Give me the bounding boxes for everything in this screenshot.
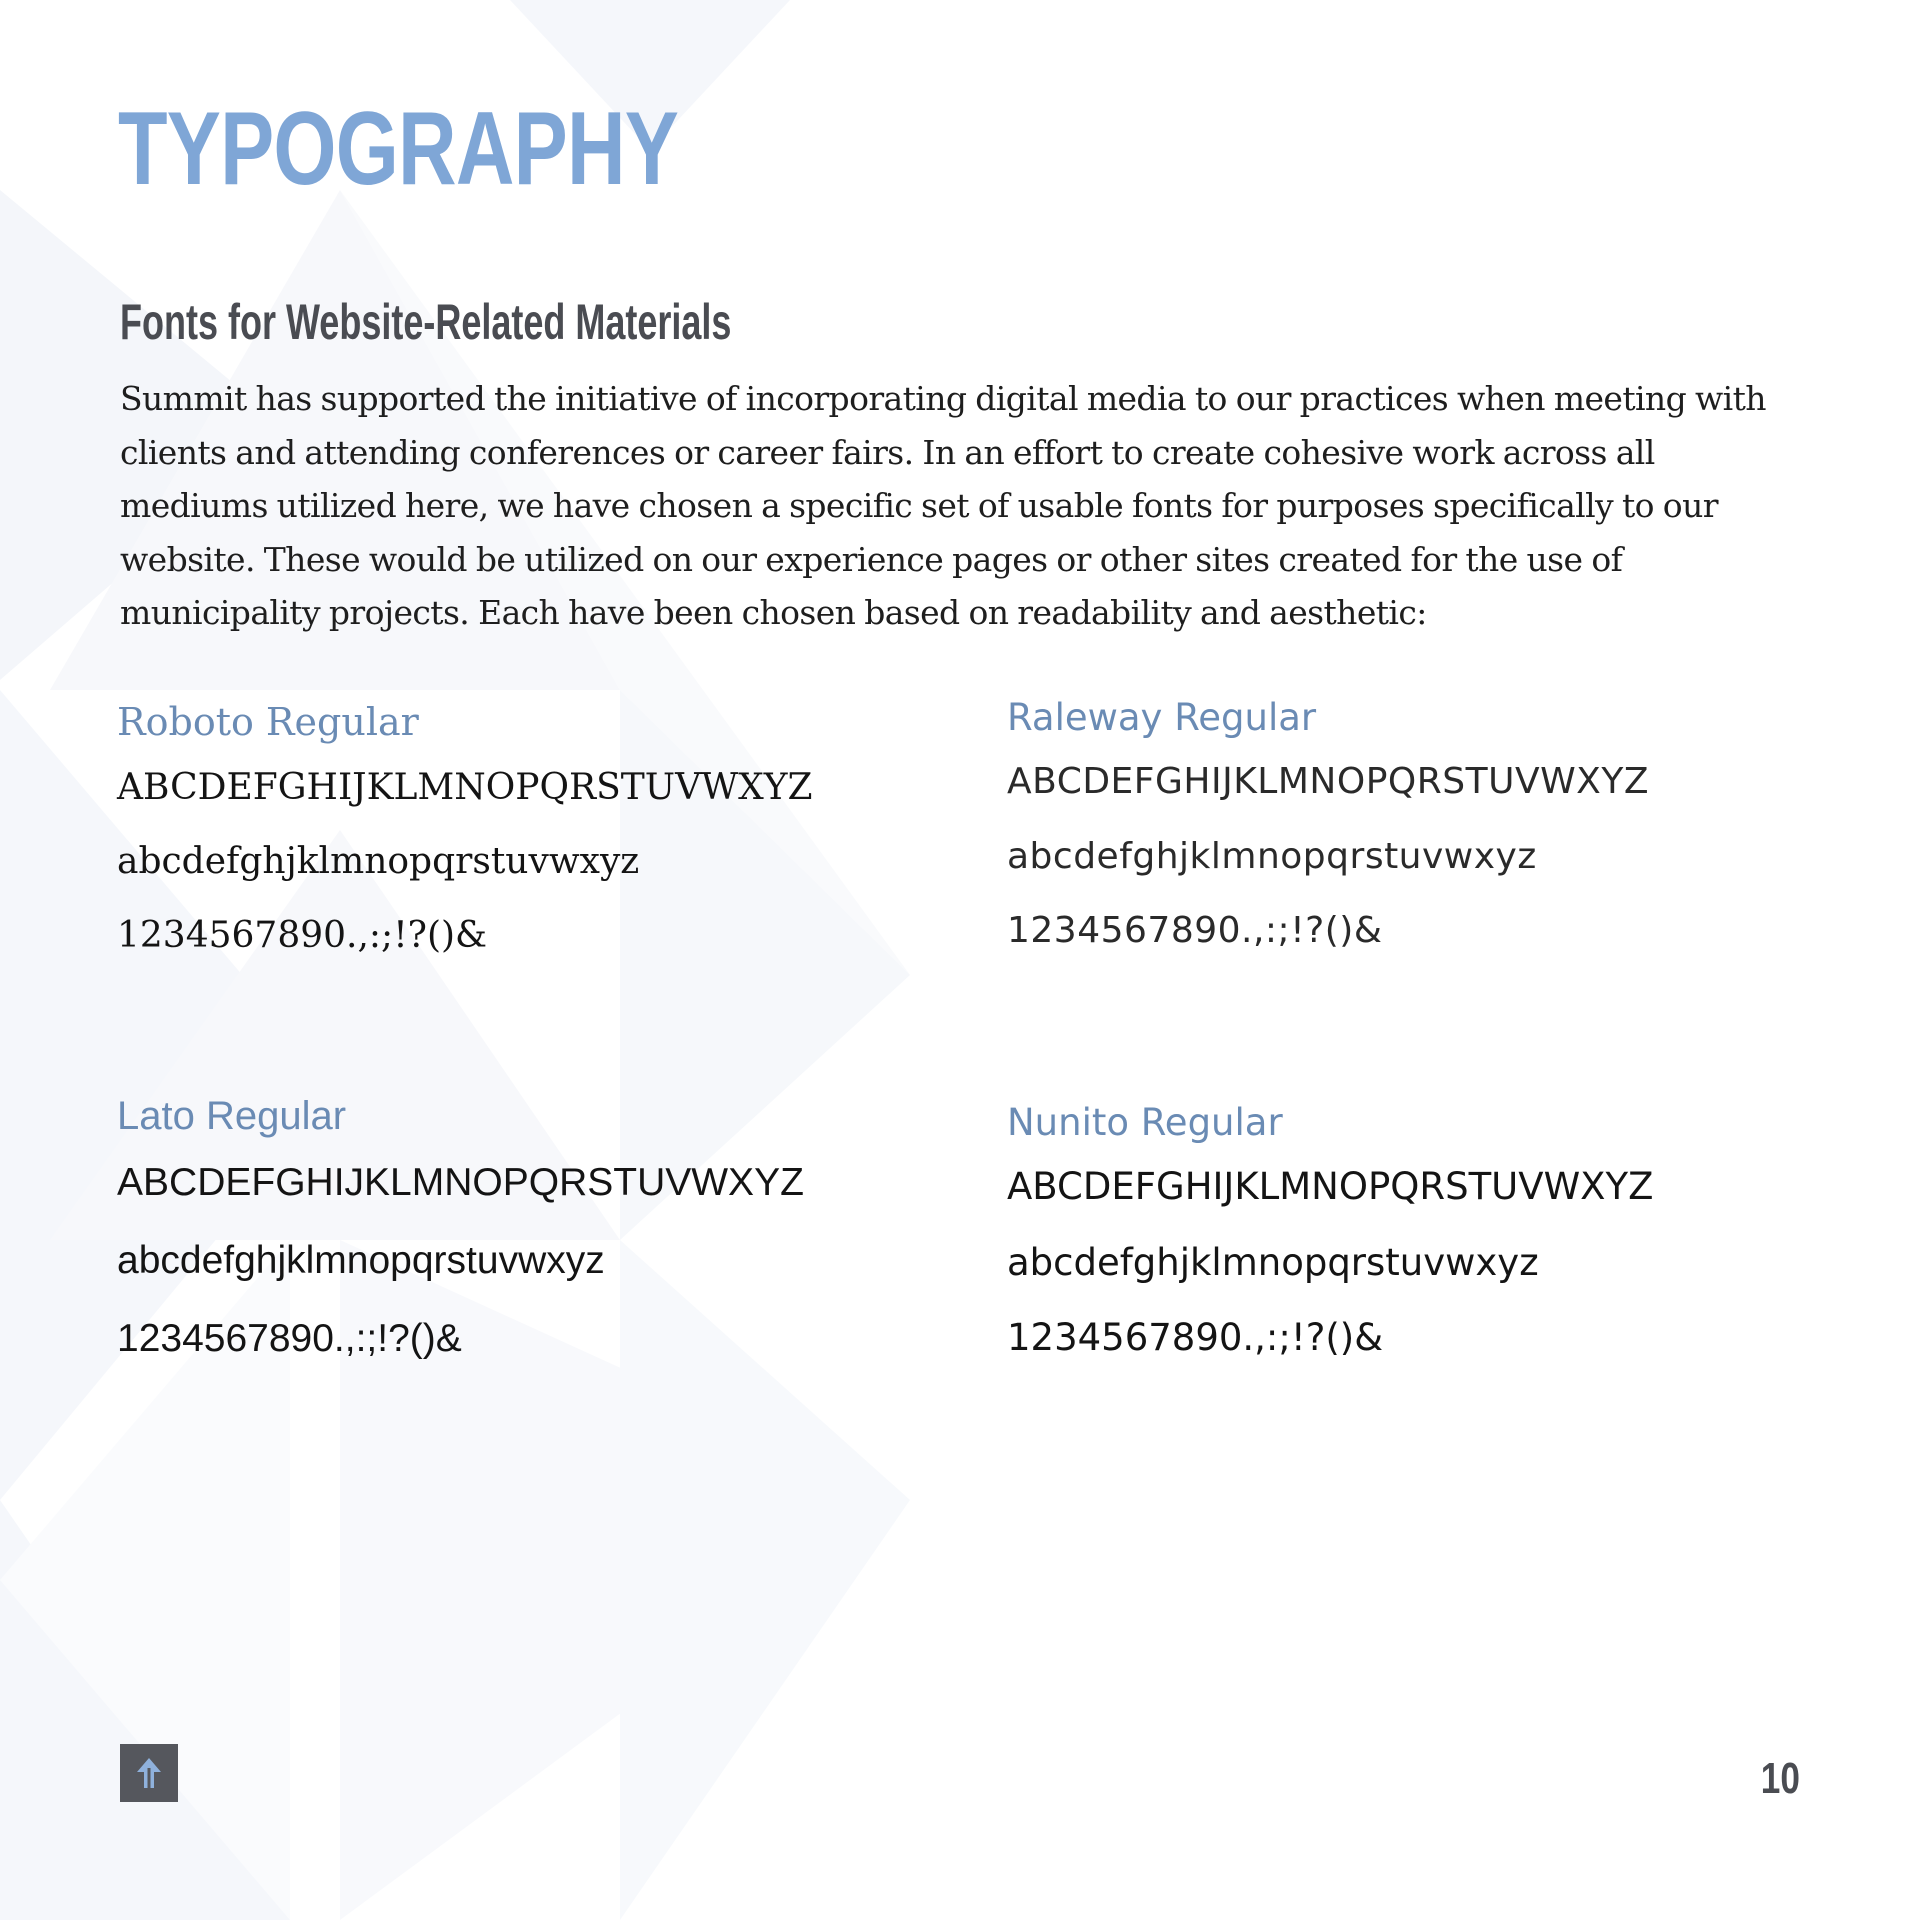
font-name: Roboto Regular: [117, 700, 419, 744]
section-subtitle: Fonts for Website-Related Materials: [120, 294, 732, 350]
font-sample-raleway: [1007, 696, 1827, 952]
font-name: Raleway Regular: [1007, 696, 1317, 739]
uppercase-sample: ABCDEFGHIJKLMNOPQRSTUVWXYZ: [117, 766, 813, 808]
numbers-sample: 1234567890.,:;!?()&: [1007, 1316, 1384, 1360]
lowercase-sample: abcdefghjklmnopqrstuvwxyz: [117, 1238, 605, 1282]
font-name: Nunito Regular: [1007, 1101, 1283, 1144]
font-sample-nunito: [1007, 1101, 1827, 1361]
numbers-sample: 1234567890.,:;!?()&: [117, 1316, 462, 1360]
font-sample-roboto: [117, 700, 937, 957]
page-title: TYPOGRAPHY: [118, 91, 679, 207]
numbers-sample: 1234567890.,:;!?()&: [1007, 909, 1383, 951]
lowercase-sample: abcdefghjklmnopqrstuvwxyz: [1007, 1240, 1539, 1284]
uppercase-sample: ABCDEFGHIJKLMNOPQRSTUVWXYZ: [1007, 761, 1649, 803]
numbers-sample: 1234567890.,:;!?()&: [117, 914, 488, 956]
double-up-arrow-icon: [134, 1756, 164, 1790]
back-to-top-button[interactable]: [120, 1744, 178, 1802]
lowercase-sample: abcdefghjklmnopqrstuvwxyz: [117, 840, 640, 882]
lowercase-sample: abcdefghjklmnopqrstuvwxyz: [1007, 835, 1537, 877]
page-number: 10: [1760, 1754, 1800, 1803]
uppercase-sample: ABCDEFGHIJKLMNOPQRSTUVWXYZ: [117, 1161, 804, 1204]
font-sample-lato: [117, 1092, 937, 1362]
intro-paragraph: Summit has supported the initiative of incorporating digital media to our practices when meeting with clients and attending conferences or career fairs. In an effort to create cohesive work across all mediums utilized here, we have chosen a specific set of usable fonts for purposes specifically to our website. These would be utilized on our experience pages or other sites created for the use of municipality projects. Each have been chosen based on readability and aesthetic:: [120, 379, 1766, 632]
font-name: Lato Regular: [117, 1094, 347, 1138]
uppercase-sample: ABCDEFGHIJKLMNOPQRSTUVWXYZ: [1007, 1165, 1654, 1209]
